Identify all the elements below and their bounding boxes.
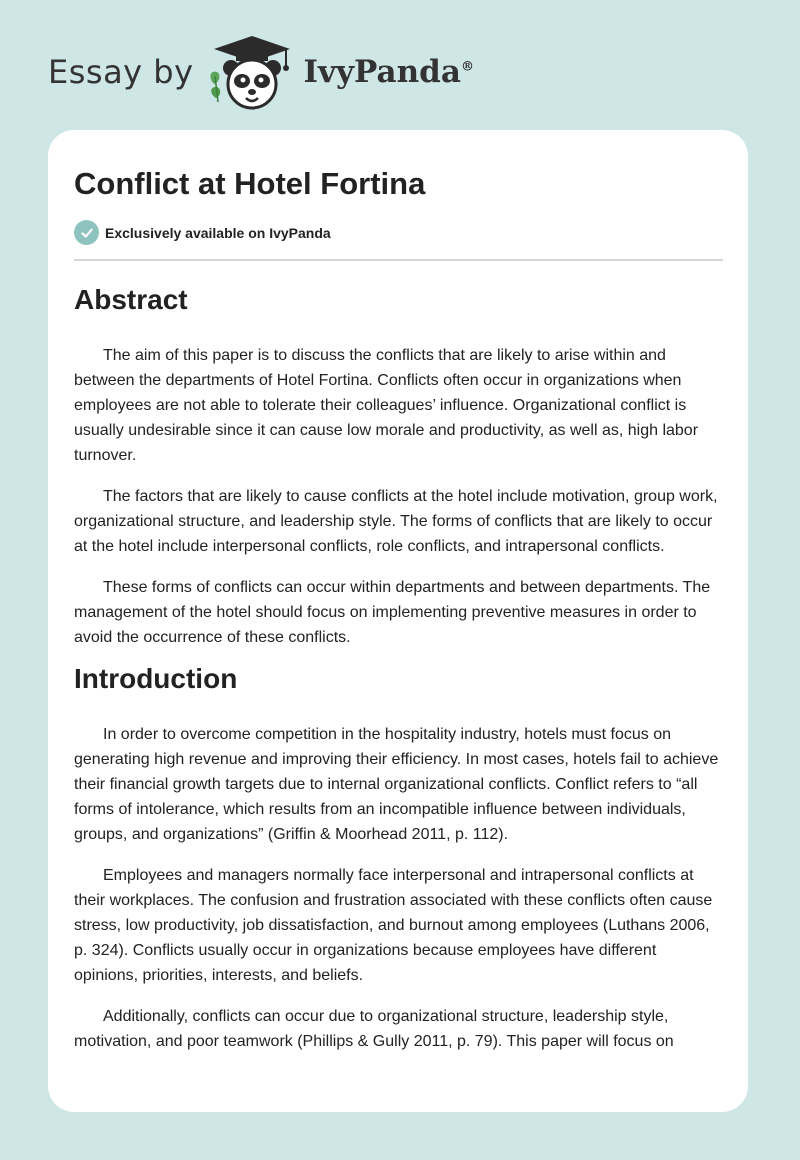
paragraph: Employees and managers normally face interpersonal and intrapersonal conflicts at their workplaces. The confusion and frustration associated with these conflicts often cause stress, low productivity, job dissatisfaction, and burnout among employees (Luthans 2006, p. 324). Conflicts usually occur in organizations because employees have different opinions, priorities, interests, and beliefs.	[74, 867, 713, 984]
essay-by-label: Essay by	[48, 53, 194, 91]
paragraph: These forms of conflicts can occur within departments and between departments. The management of the hotel should focus on implementing preventive measures in order to avoid the occurrence of these conflicts.	[74, 579, 711, 646]
section-heading: Introduction	[74, 663, 238, 694]
registered-mark: ®	[460, 59, 474, 75]
check-icon	[74, 220, 99, 245]
essay-title: Conflict at Hotel Fortina	[74, 166, 426, 201]
panda-graduate-logo-icon[interactable]	[206, 32, 298, 112]
essay-card	[48, 130, 748, 1112]
section-heading: Abstract	[74, 284, 188, 315]
exclusive-badge-text: Exclusively available on IvyPanda	[105, 224, 331, 241]
paragraph: The factors that are likely to cause conflicts at the hotel include motivation, group work, organizational structure, and leadership style. The forms of conflicts that are likely to occur at the hotel include interpersonal conflicts, role conflicts, and intrapersonal conflicts.	[74, 488, 718, 555]
paragraph: In order to overcome competition in the hospitality industry, hotels must focus on generating high revenue and improving their efficiency. In most cases, hotels fail to achieve their financial growth targets due to internal organizational conflicts. Conflict refers to “all forms of intolerance, which results from an incompatible influence between individuals, groups, and organizations” (Griffin & Moorhead 2011, p. 112).	[74, 726, 719, 843]
exclusive-badge	[74, 220, 724, 245]
paragraph: Additionally, conflicts can occur due to organizational structure, leadership style, motivation, and poor teamwork (Phillips & Gully 2011, p. 79). This paper will focus on	[74, 1008, 674, 1050]
brand-name[interactable]: IvyPanda®	[303, 54, 474, 90]
site-header	[48, 32, 474, 112]
section-abstract	[74, 281, 724, 650]
title-divider	[74, 259, 723, 261]
section-introduction	[74, 660, 724, 1054]
paragraph: The aim of this paper is to discuss the conflicts that are likely to arise within and between the departments of Hotel Fortina. Conflicts often occur in organizations when employees are not able to tolerate their colleagues’ influence. Organizational conflict is usually undesirable since it can cause low morale and productivity, as well as, high labor turnover.	[74, 347, 699, 464]
